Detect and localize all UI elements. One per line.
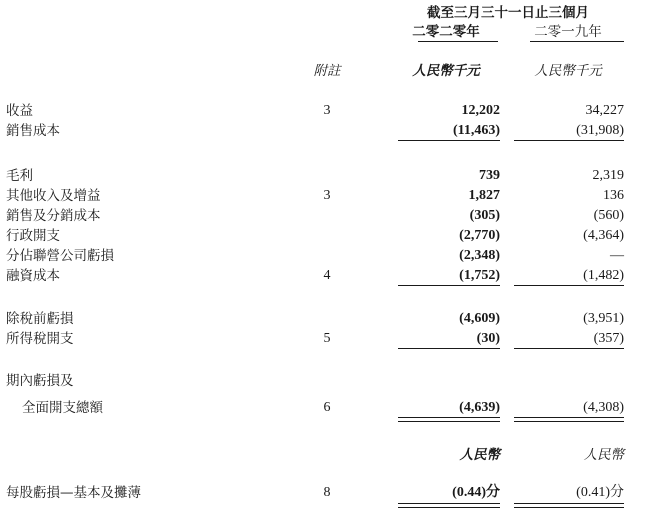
row-current-associate-loss: (2,348) xyxy=(459,248,500,263)
eps-currency-current: 人民幣 xyxy=(459,447,500,463)
year-current-heading: 二零二零年 xyxy=(412,24,480,40)
row-label-associate-loss: 分佔聯營公司虧損 xyxy=(6,248,114,264)
eps-currency-prior: 人民幣 xyxy=(583,447,624,463)
row-note-income-tax: 5 xyxy=(323,331,331,346)
year-prior-heading: 二零一九年 xyxy=(534,24,602,40)
row-prior-finance-costs: (1,482) xyxy=(583,268,624,283)
row-prior-cost-of-sales: (31,908) xyxy=(576,123,624,138)
row-label-revenue: 收益 xyxy=(6,103,33,119)
row-label-loss-for-period: 期內虧損及 xyxy=(6,373,74,389)
row-current-eps: (0.44)分 xyxy=(452,485,500,500)
row-label-total-comprehensive: 全面開支總額 xyxy=(22,400,103,416)
row-prior-total-comprehensive: (4,308) xyxy=(583,400,624,415)
subtotal-rule-current xyxy=(398,348,500,349)
row-label-other-income: 其他收入及增益 xyxy=(6,188,101,204)
unit-current-heading: 人民幣千元 xyxy=(412,63,480,79)
row-current-selling-costs: (305) xyxy=(469,208,500,223)
subtotal-rule-prior xyxy=(514,285,624,286)
row-current-total-comprehensive: (4,639) xyxy=(459,400,500,415)
row-prior-loss-before-tax: (3,951) xyxy=(583,311,624,326)
row-note-finance-costs: 4 xyxy=(323,268,331,283)
row-prior-eps: (0.41)分 xyxy=(576,485,624,500)
row-label-loss-before-tax: 除稅前虧損 xyxy=(6,311,74,327)
row-current-income-tax: (30) xyxy=(476,331,500,346)
row-label-cost-of-sales: 銷售成本 xyxy=(6,123,60,139)
year-prior-underline xyxy=(530,41,624,42)
row-note-revenue: 3 xyxy=(323,103,331,118)
row-current-revenue: 12,202 xyxy=(461,103,500,118)
year-current-underline xyxy=(418,41,498,42)
total-double-rule-prior xyxy=(514,417,624,422)
row-prior-other-income: 136 xyxy=(603,188,624,203)
subtotal-rule-current xyxy=(398,285,500,286)
total-double-rule-current xyxy=(398,417,500,422)
row-label-selling-costs: 銷售及分銷成本 xyxy=(6,208,101,224)
unit-prior-heading: 人民幣千元 xyxy=(534,63,602,79)
row-current-other-income: 1,827 xyxy=(468,188,500,203)
row-current-gross-profit: 739 xyxy=(479,168,500,183)
row-prior-revenue: 34,227 xyxy=(585,103,624,118)
row-current-finance-costs: (1,752) xyxy=(459,268,500,283)
eps-double-rule-current xyxy=(398,503,500,508)
row-prior-associate-loss: — xyxy=(610,248,624,263)
row-current-loss-before-tax: (4,609) xyxy=(459,311,500,326)
row-prior-gross-profit: 2,319 xyxy=(592,168,624,183)
row-note-other-income: 3 xyxy=(323,188,331,203)
subtotal-rule-prior xyxy=(514,140,624,141)
row-label-income-tax: 所得稅開支 xyxy=(6,331,74,347)
row-label-eps: 每股虧損—基本及攤薄 xyxy=(6,485,141,501)
notes-column-heading: 附註 xyxy=(313,63,341,79)
subtotal-rule-prior xyxy=(514,348,624,349)
row-label-gross-profit: 毛利 xyxy=(6,168,33,184)
row-prior-income-tax: (357) xyxy=(593,331,624,346)
row-current-admin-expenses: (2,770) xyxy=(459,228,500,243)
row-prior-selling-costs: (560) xyxy=(593,208,624,223)
period-heading: 截至三月三十一日止三個月 xyxy=(427,5,589,21)
eps-double-rule-prior xyxy=(514,503,624,508)
row-prior-admin-expenses: (4,364) xyxy=(583,228,624,243)
row-label-finance-costs: 融資成本 xyxy=(6,268,60,284)
row-current-cost-of-sales: (11,463) xyxy=(452,123,500,138)
row-note-total-comprehensive: 6 xyxy=(323,400,331,415)
subtotal-rule-current xyxy=(398,140,500,141)
row-label-admin-expenses: 行政開支 xyxy=(6,228,60,244)
row-note-eps: 8 xyxy=(323,485,331,500)
